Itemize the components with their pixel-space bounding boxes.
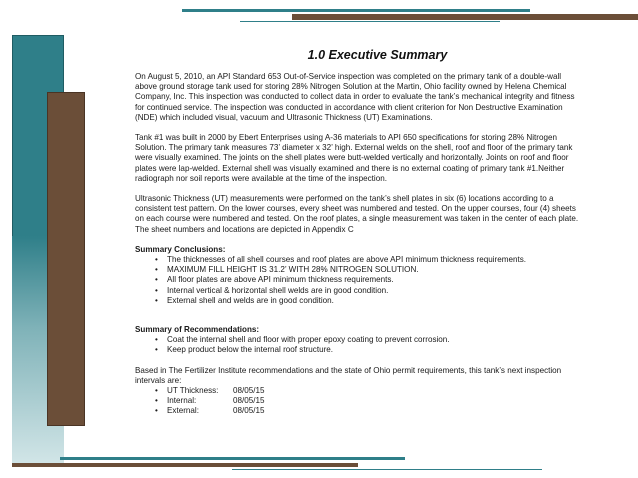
document-body <box>135 48 580 427</box>
top-brown-bar <box>292 14 638 20</box>
intervals-list <box>135 386 580 417</box>
interval-label: Internal: <box>167 396 197 406</box>
intro-paragraph: On August 5, 2010, an API Standard 653 Out-of-Service inspection was completed on the primary tank of a double-wall above ground storage tank used for storing 28% Nitrogen Solution at the Martin, Ohio facility owned by Helena Chemical Company, Inc. This inspection was conducted to collect data in order to evaluate the tank’s mechanical integrity and fitness for continued service. The inspection was conducted in accordance with client criterion for Non Destructive Examination (NDE) which included visual, vacuum and Ultrasonic Thickness (UT) Examinations. <box>135 72 575 122</box>
list-item: • Coat the internal shell and floor with proper epoxy coating to prevent corrosion. <box>155 335 580 345</box>
top-teal-line <box>240 21 500 22</box>
conclusions-list <box>135 255 580 306</box>
recommendations-heading: Summary of Recommendations: <box>135 325 260 335</box>
conclusions-heading: Summary Conclusions: <box>135 244 226 254</box>
page-title: 1.0 Executive Summary <box>307 48 448 62</box>
interval-row <box>155 406 580 416</box>
intervals-intro: Based in The Fertilizer Institute recommendations and the state of Ohio permit requirements, this tank’s next inspection intervals are: <box>135 365 562 385</box>
interval-label: UT Thickness: <box>167 386 219 396</box>
ut-measurement-paragraph: Ultrasonic Thickness (UT) measurements were performed on the tank’s shell plates in six (6) locations according to a consistent test pattern. On the lower courses, every sheet was numbered and tested. On the upper courses, four (4) sheets on each course were numbered and tested. On the roof plates, a single measurement was taken in the center of each plate. The sheet numbers and locations are depicted in Appendix C <box>135 194 579 234</box>
list-item: • All floor plates are above API minimum thickness requirements. <box>155 275 580 285</box>
interval-row <box>155 396 580 406</box>
interval-date: 08/05/15 <box>233 406 265 416</box>
bottom-teal-line <box>232 469 542 470</box>
list-item: • Internal vertical & horizontal shell welds are in good condition. <box>155 286 580 296</box>
interval-date: 08/05/15 <box>233 396 265 406</box>
bottom-teal-bar <box>60 457 405 460</box>
tank-description-paragraph: Tank #1 was built in 2000 by Ebert Enterprises using A-36 materials to API 650 specifications for storing 28% Nitrogen Solution. The primary tank measures 73’ diameter x 32’ high. External welds on the shell, roof and floor of the primary tank were visually examined. The joints on the shell plates were butt-welded vertically and horizontally. Joints on roof and floor plates were lap-welded. External shell was visually examined and there is no external coating of primary tank #1.Neither radiograph nor soil reports were available at the time of the inspection. <box>135 133 573 183</box>
list-item: • The thicknesses of all shell courses and roof plates are above API minimum thickness requirements. <box>155 255 580 265</box>
bottom-brown-bar <box>12 463 358 467</box>
top-teal-bar <box>182 9 530 12</box>
left-brown-panel <box>47 92 85 426</box>
list-item: • External shell and welds are in good condition. <box>155 296 580 306</box>
recommendations-list <box>135 335 580 355</box>
list-item: • MAXIMUM FILL HEIGHT IS 31.2’ WITH 28% NITROGEN SOLUTION. <box>155 265 580 275</box>
interval-date: 08/05/15 <box>233 386 265 396</box>
interval-label: External: <box>167 406 199 416</box>
list-item: • Keep product below the internal roof structure. <box>155 345 580 355</box>
interval-row <box>155 386 580 396</box>
